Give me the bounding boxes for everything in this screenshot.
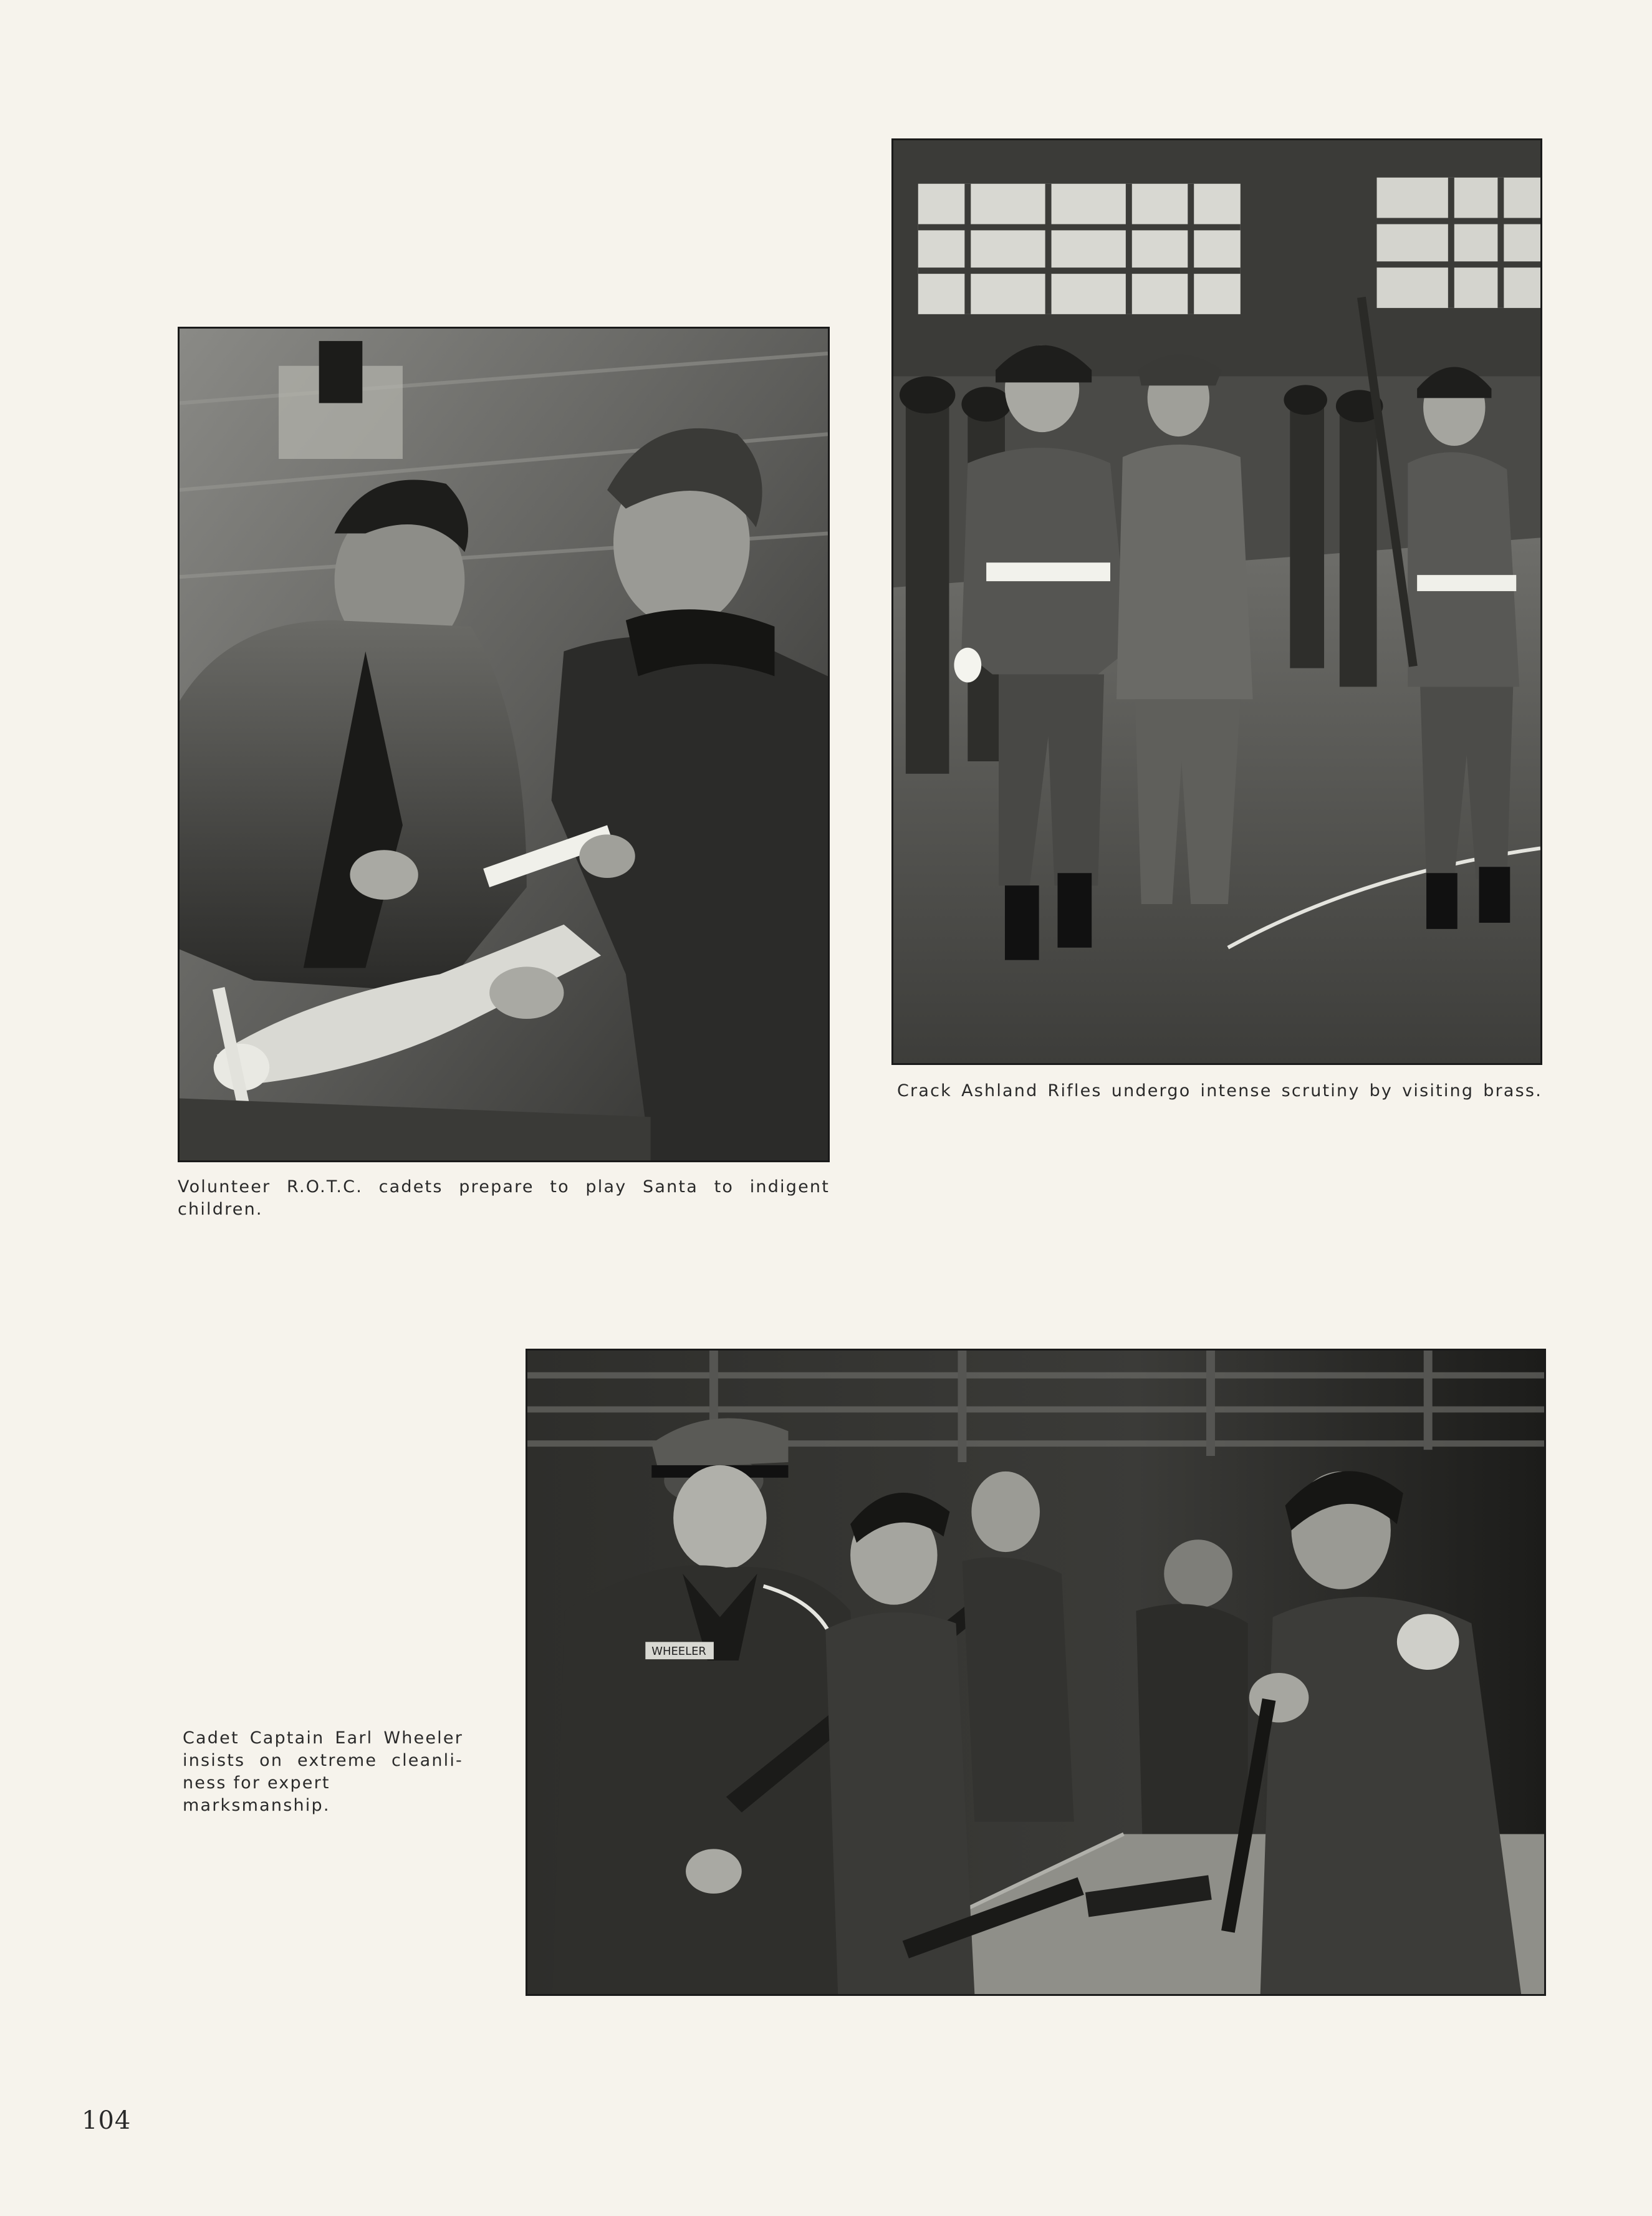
toy-workshop-image (180, 329, 828, 1160)
caption-marksmanship-line-2: insists on extreme cleanli- (183, 1751, 463, 1770)
photo-ashland-rifles-inspection (891, 138, 1542, 1065)
page-number: 104 (82, 2106, 132, 2135)
photo-cadets-repairing-toys (178, 327, 830, 1162)
caption-marksmanship (183, 1727, 463, 1817)
name-tag-text: WHEELER (651, 1645, 706, 1659)
caption-marksmanship-line-3: ness for expert marksmanship. (183, 1773, 330, 1815)
caption-ashland-rifles: Crack Ashland Rifles undergo intense scrutiny by visiting brass. (897, 1081, 1542, 1101)
marksmanship-image (527, 1351, 1544, 1994)
caption-toy-workshop: Volunteer R.O.T.C. cadets prepare to play Santa to indigent children. (178, 1177, 830, 1219)
photo-cadets-cleaning-rifles (526, 1349, 1546, 1996)
ashland-rifles-image (893, 140, 1540, 1063)
caption-marksmanship-line-1: Cadet Captain Earl Wheeler (183, 1728, 463, 1748)
